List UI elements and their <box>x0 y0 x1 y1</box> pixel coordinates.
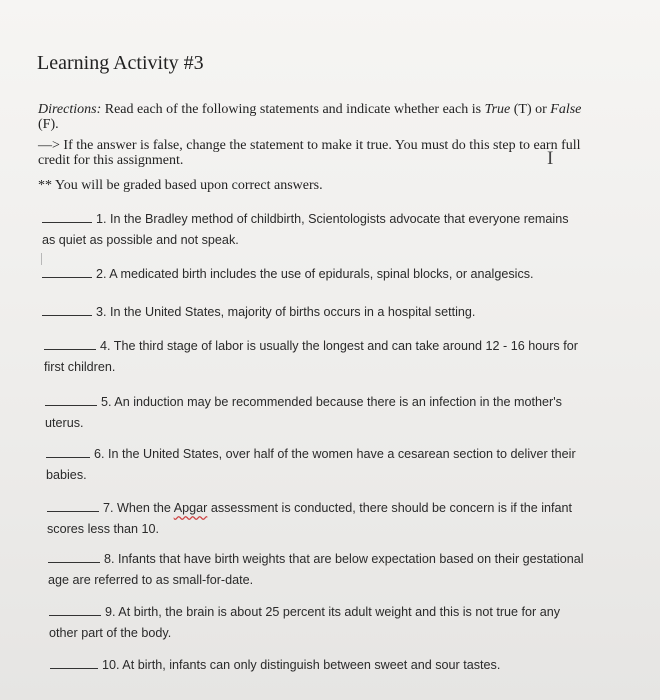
answer-blank-6[interactable] <box>46 443 90 458</box>
question-7-cont: scores less than 10. <box>47 522 160 536</box>
question-5-cont: uterus. <box>45 416 84 430</box>
question-8-text: 8. Infants that have birth weights that are below expectation based on their gestational <box>104 552 584 566</box>
answer-blank-5[interactable] <box>45 391 97 406</box>
instruction-cont: credit for this assignment. <box>38 153 184 168</box>
question-8 <box>48 548 623 591</box>
false-word: False <box>550 102 582 117</box>
directions <box>38 102 608 132</box>
answer-blank-1[interactable] <box>42 208 92 223</box>
question-5-text: 5. An induction may be recommended because there is an infection in the mother's <box>101 395 562 409</box>
question-3-text: 3. In the United States, majority of births occurs in a hospital setting. <box>96 305 476 319</box>
question-8-cont: age are referred to as small-for-date. <box>48 573 254 587</box>
question-7-text-post: assessment is conducted, there should be concern is if the infant <box>207 501 573 515</box>
answer-blank-3[interactable] <box>42 301 92 316</box>
question-6-cont: babies. <box>46 468 87 482</box>
page-title: Learning Activity #3 <box>37 52 204 74</box>
instruction-text: If the answer is false, change the statement to make it true. You must do this step to earn full <box>59 138 581 153</box>
directions-label: Directions: <box>38 102 102 117</box>
directions-text: Read each of the following statements and indicate whether each is <box>101 102 485 117</box>
true-word: True <box>484 102 511 117</box>
question-4-cont: first children. <box>44 360 116 374</box>
arrow-glyph: —> <box>38 138 60 153</box>
answer-blank-2[interactable] <box>42 263 92 278</box>
grading-note: ** You will be graded based upon correct answers. <box>38 178 323 193</box>
false-abbr: (F). <box>38 117 59 132</box>
answer-blank-4[interactable] <box>44 335 96 350</box>
question-5 <box>45 391 620 434</box>
answer-blank-10[interactable] <box>50 654 98 669</box>
question-3 <box>42 301 617 323</box>
question-1 <box>42 208 617 251</box>
question-4 <box>44 335 619 378</box>
apgar-word: Apgar <box>173 501 208 515</box>
question-1-cont: as quiet as possible and not speak. <box>42 233 239 247</box>
question-4-text: 4. The third stage of labor is usually the longest and can take around 12 - 16 hours for <box>100 339 578 353</box>
text-cursor-icon: I <box>547 148 554 169</box>
question-9-cont: other part of the body. <box>49 626 172 640</box>
question-7-text-pre: 7. When the <box>103 501 174 515</box>
instruction-false-note <box>38 138 608 168</box>
question-6 <box>46 443 621 486</box>
question-10-text: 10. At birth, infants can only distinguish between sweet and sour tastes. <box>102 658 501 672</box>
question-2 <box>42 263 617 285</box>
answer-blank-7[interactable] <box>47 497 99 512</box>
answer-blank-9[interactable] <box>49 601 101 616</box>
question-7 <box>47 497 622 540</box>
answer-blank-8[interactable] <box>48 548 100 563</box>
true-abbr: (T) or <box>510 102 551 117</box>
question-1-text: 1. In the Bradley method of childbirth, Scientologists advocate that everyone remains <box>96 212 569 226</box>
question-9-text: 9. At birth, the brain is about 25 percent its adult weight and this is not true for any <box>105 605 561 619</box>
question-10 <box>50 654 625 676</box>
question-9 <box>49 601 624 644</box>
question-6-text: 6. In the United States, over half of the women have a cesarean section to deliver their <box>94 447 576 461</box>
question-2-text: 2. A medicated birth includes the use of epidurals, spinal blocks, or analgesics. <box>96 267 534 281</box>
